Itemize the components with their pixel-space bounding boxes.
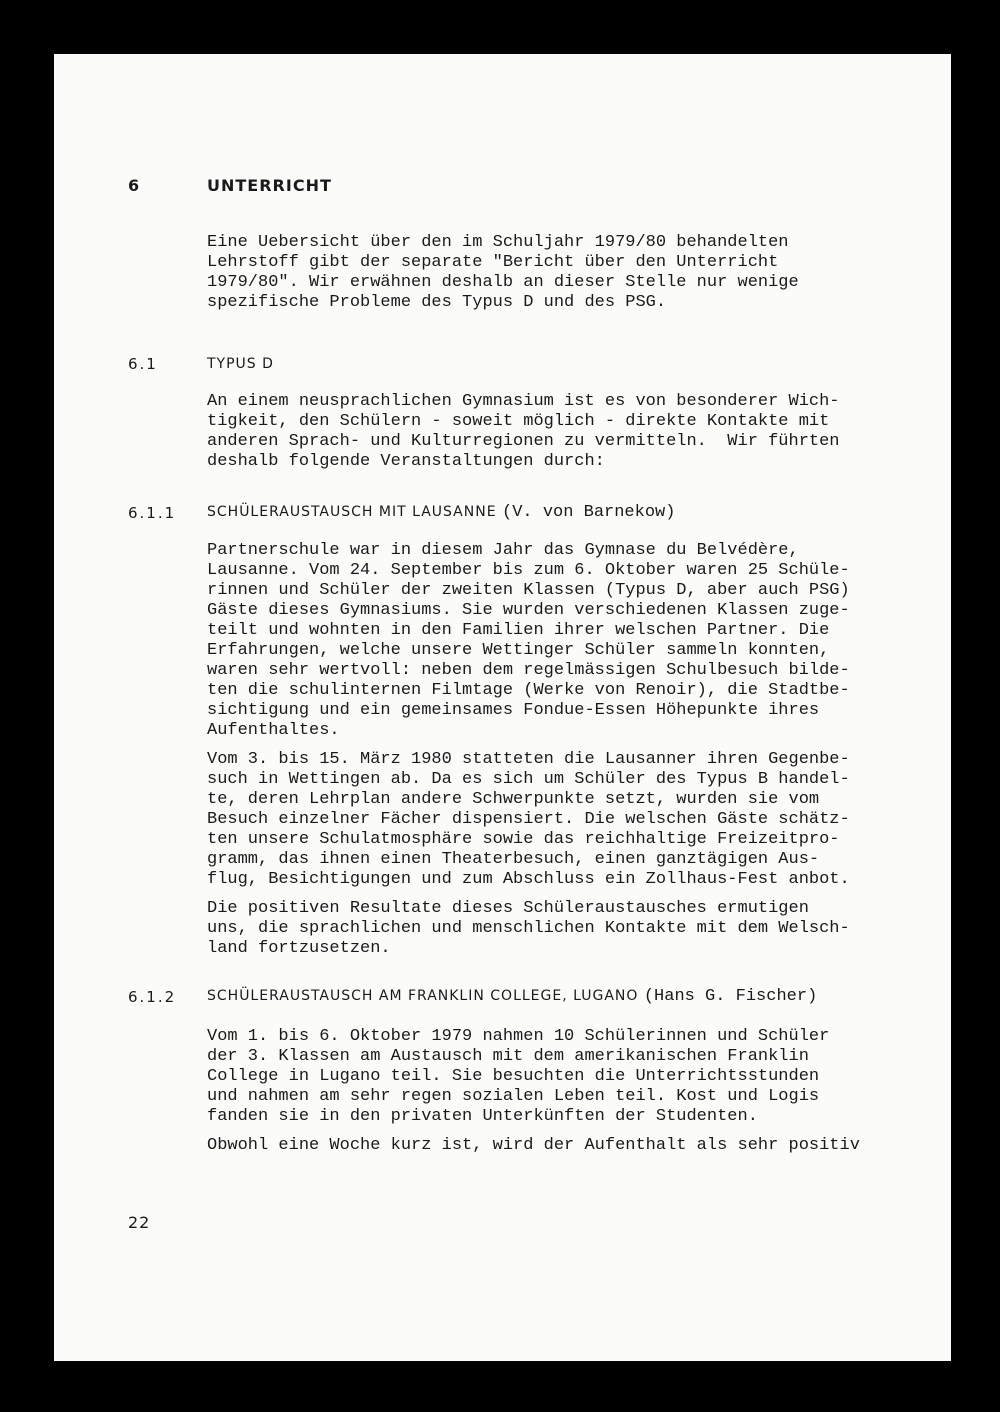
- chapter-intro-paragraph: Eine Uebersicht über den im Schuljahr 1979/80 behandelten Lehrstoff gibt der separate "Bericht über den Unterricht 1979/80". Wir erwähnen deshalb an dieser Stelle nur wenige spezifische Probleme des Typus D und des PSG.: [207, 233, 799, 312]
- section-6-1-1-number: 6.1.1: [128, 504, 177, 522]
- page-number: 22: [128, 1213, 151, 1232]
- section-6-1-2-paragraph-2: Obwohl eine Woche kurz ist, wird der Aufenthalt als sehr positiv: [207, 1136, 860, 1155]
- section-6-1-1-title: SCHÜLERAUSTAUSCH MIT LAUSANNE: [207, 504, 497, 520]
- section-6-1-2-author: (Hans G. Fischer): [643, 987, 818, 1006]
- document-page: [54, 54, 951, 1361]
- section-6-1-paragraph: An einem neusprachlichen Gymnasium ist es von besonderer Wich- tigkeit, den Schülern - soweit möglich - direkte Kontakte mit anderen Sprach- und Kulturregionen zu vermitteln. Wir führten deshalb folgende Veranstaltungen durch:: [207, 392, 840, 471]
- section-6-1-title: TYPUS D: [207, 356, 274, 372]
- section-6-1-1-heading: [207, 503, 675, 522]
- section-6-1-2-heading: [207, 987, 817, 1006]
- section-6-1-1-paragraph-3: Die positiven Resultate dieses Schüleraustausches ermutigen uns, die sprachlichen und menschlichen Kontakte mit dem Welsch- land fortzusetzen.: [207, 899, 850, 958]
- section-6-1-2-number: 6.1.2: [128, 988, 177, 1006]
- section-6-1-1-author: (V. von Barnekow): [502, 503, 676, 522]
- chapter-number: 6: [128, 176, 140, 195]
- section-6-1-1-paragraph-1: Partnerschule war in diesem Jahr das Gymnase du Belvédère, Lausanne. Vom 24. September bis zum 6. Oktober waren 25 Schüle- rinnen und Schüler der zweiten Klassen (Typus D, aber auch PSG) Gäste dieses Gymnasiums. Sie wurden verschiedenen Klassen zuge- teilt und wohnten in den Familien ihrer welschen Partner. Die Erfahrungen, welche unsere Wettinger Schüler sammeln konnten, waren sehr wertvoll: neben dem regelmässigen Schulbesuch bilde- ten die schulinternen Filmtage (Werke von Renoir), die Stadtbe- sichtigung und ein gemeinsames Fondue-Essen Höhepunkte ihres Aufenthaltes.: [207, 541, 850, 740]
- section-6-1-number: 6.1: [128, 355, 158, 373]
- chapter-title: UNTERRICHT: [207, 176, 332, 195]
- section-6-1-1-paragraph-2: Vom 3. bis 15. März 1980 statteten die Lausanner ihren Gegenbe- such in Wettingen ab. Da es sich um Schüler des Typus B handel- te, deren Lehrplan andere Schwerpunkte setzt, wurden sie vom Besuch einzelner Fächer dispensiert. Die welschen Gäste schätz- ten unsere Schulatmosphäre sowie das reichhaltige Freizeitpro- gramm, das ihnen einen Theaterbesuch, einen ganztägigen Aus- flug, Besichtigungen und zum Abschluss ein Zollhaus-Fest anbot.: [207, 750, 850, 889]
- section-6-1-2-paragraph-1: Vom 1. bis 6. Oktober 1979 nahmen 10 Schülerinnen und Schüler der 3. Klassen am Austausch mit dem amerikanischen Franklin College in Lugano teil. Sie besuchten die Unterrichtsstunden und nahmen am sehr regen sozialen Leben teil. Kost und Logis fanden sie in den privaten Unterkünften der Studenten.: [207, 1027, 830, 1126]
- section-6-1-2-title: SCHÜLERAUSTAUSCH AM FRANKLIN COLLEGE, LUGANO: [207, 988, 639, 1004]
